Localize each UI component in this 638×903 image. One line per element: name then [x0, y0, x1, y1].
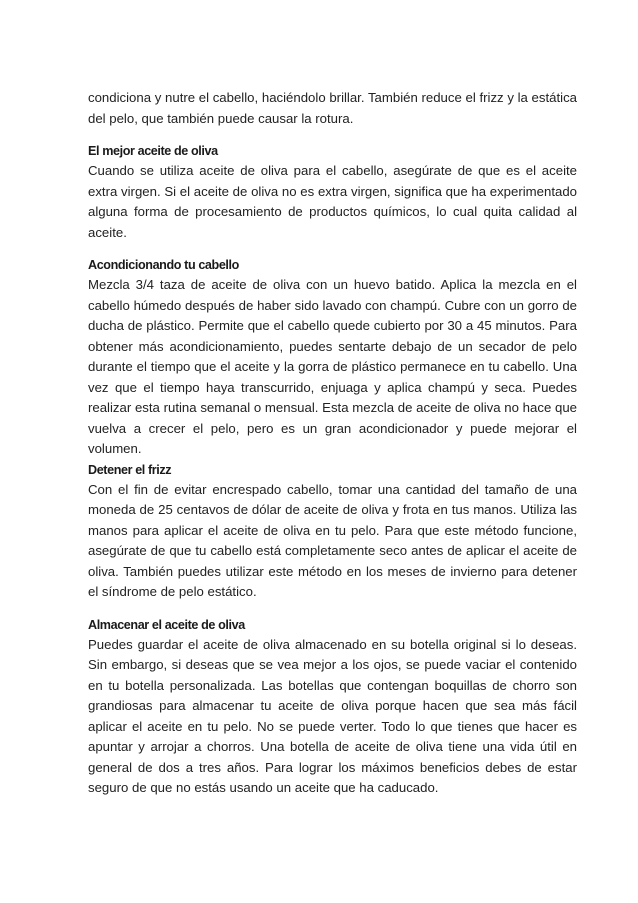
section-heading-storage: Almacenar el aceite de oliva — [88, 617, 245, 632]
document-page — [88, 88, 577, 799]
section-spacer — [88, 243, 577, 255]
section-spacer — [88, 129, 577, 141]
section-body-storage: Puedes guardar el aceite de oliva almacenado en su botella original si lo deseas. Sin embargo, si deseas que se vea mejor a los ojos, se puede vaciar el contenido en tu botella personalizada. Las botellas que contengan boquillas de chorro son grandiosas para almacenar tu aceite de oliva porque hacen que sea más fácil aplicar el aceite en tu pelo. No se puede verter. Todo lo que tienes que hacer es apuntar y arrojar a chorros. Una botella de aceite de oliva tiene una vida útil en general de dos a tres años. Para lograr los máximos beneficios debes de estar seguro de que no estás usando un aceite que ha caducado. — [88, 636, 577, 795]
intro-paragraph: condiciona y nutre el cabello, haciéndolo brillar. También reduce el frizz y la estática del pelo, que también puede causar la rotura. — [88, 90, 577, 126]
section-spacer — [88, 603, 577, 615]
section-body-stop-frizz: Con el fin de evitar encrespado cabello, tomar una cantidad del tamaño de una moneda de 25 centavos de dólar de aceite de oliva y frota en tus manos. Utiliza las manos para aplicar el aceite de oliva en tu pelo. Para que este método funcione, asegúrate de que tu cabello está completamente seco antes de aplicar el aceite de oliva. También puedes utilizar este método en los meses de invierno para detener el síndrome de pelo estático. — [88, 481, 577, 599]
section-body-conditioning: Mezcla 3/4 taza de aceite de oliva con un huevo batido. Aplica la mezcla en el cabello húmedo después de haber sido lavado con champú. Cubre con un gorro de ducha de plástico. Permite que el cabello quede cubierto por 30 a 45 minutos. Para obtener más acondicionamiento, puedes sentarte debajo de un secador de pelo durante el tiempo que el aceite y la gorra de plástico permanece en tu cabello. Una vez que el tiempo haya transcurrido, enjuaga y aplica champú y seca. Puedes realizar esta rutina semanal o mensual. Esta mezcla de aceite de oliva no hace que vuelva a crecer el pelo, pero es un gran acondicionador y puede mejorar el volumen. — [88, 277, 577, 456]
section-heading-stop-frizz: Detener el frizz — [88, 462, 172, 477]
section-body-best-olive-oil: Cuando se utiliza aceite de oliva para el cabello, asegúrate de que es el aceite extra virgen. Si el aceite de oliva no es extra virgen, significa que ha experimentado alguna forma de procesamiento de productos químicos, lo cual quita calidad al aceite. — [88, 163, 577, 240]
section-heading-conditioning: Acondicionando tu cabello — [88, 258, 239, 272]
section-heading-best-olive-oil: El mejor aceite de oliva — [88, 144, 218, 158]
